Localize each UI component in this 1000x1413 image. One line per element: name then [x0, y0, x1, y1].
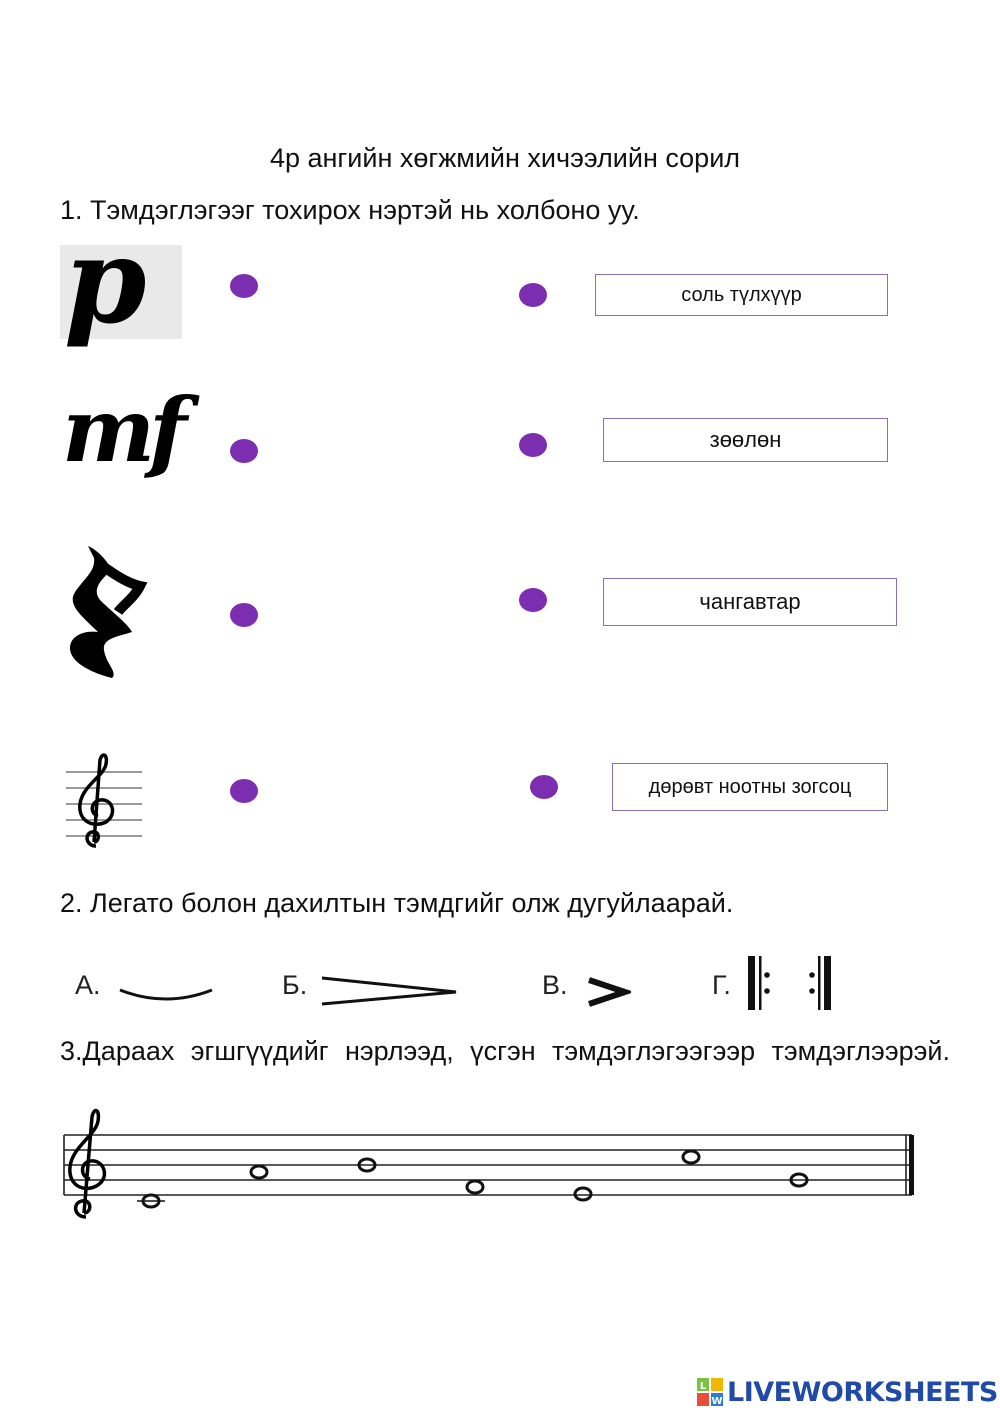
quarter-rest-icon — [60, 540, 155, 682]
answer-box-2: зөөлөн — [603, 418, 888, 462]
repeat-signs-icon — [744, 954, 836, 1012]
note-5 — [575, 1188, 591, 1200]
slur-arc-icon — [118, 982, 214, 1006]
answer-box-4: дөрөвт ноотны зогсоц — [612, 763, 888, 811]
option-a[interactable] — [75, 970, 101, 1001]
answer-box-3: чангавтар — [603, 578, 897, 626]
match-dot-left-3[interactable] — [230, 603, 258, 627]
mezzo-forte-dynamic-icon: mf — [62, 378, 181, 482]
option-b[interactable] — [282, 970, 307, 1001]
svg-text:L: L — [699, 1381, 707, 1392]
option-a-label: А. — [75, 970, 101, 1000]
option-c[interactable] — [542, 970, 568, 1001]
piano-p-dynamic-icon: p — [60, 245, 182, 339]
match-dot-left-2[interactable] — [230, 439, 258, 463]
decrescendo-hairpin-icon — [320, 974, 460, 1008]
treble-clef-icon — [66, 750, 142, 850]
note-3 — [359, 1159, 375, 1171]
notes-layer — [60, 1105, 920, 1225]
liveworksheets-logo-icon — [697, 1378, 725, 1408]
question-3-prompt: 3.Дараах эгшгүүдийг нэрлээд, үсгэн тэмдэглэгээгээр тэмдэглээрэй. — [60, 1036, 950, 1066]
note-2 — [251, 1166, 267, 1178]
question-2-prompt: 2. Легато болон дахилтын тэмдгийг олж дугуйлаарай. — [60, 888, 734, 918]
option-d-label: Г. — [712, 970, 731, 1000]
match-dot-right-4[interactable] — [530, 775, 558, 799]
match-dot-right-3[interactable] — [519, 588, 547, 612]
accent-mark-icon — [585, 976, 631, 1008]
note-7 — [791, 1174, 807, 1186]
match-dot-right-2[interactable] — [519, 433, 547, 457]
match-dot-right-1[interactable] — [519, 283, 547, 307]
answer-box-1: соль түлхүүр — [595, 274, 888, 316]
worksheet-title: 4р ангийн хөгжмийн хичээлийн сорил — [269, 143, 741, 173]
question-1-prompt: 1. Тэмдэглэгээг тохирох нэртэй нь холбоно уу. — [60, 195, 640, 225]
svg-text:W: W — [711, 1396, 723, 1407]
option-b-label: Б. — [282, 970, 308, 1000]
note-6 — [683, 1151, 699, 1163]
liveworksheets-brand-text: LIVEWORKSHEETS — [727, 1377, 998, 1408]
match-dot-left-4[interactable] — [230, 779, 258, 803]
note-4 — [467, 1181, 483, 1193]
option-c-label: В. — [542, 970, 568, 1000]
match-dot-left-1[interactable] — [230, 274, 258, 298]
option-d[interactable] — [712, 970, 731, 1001]
